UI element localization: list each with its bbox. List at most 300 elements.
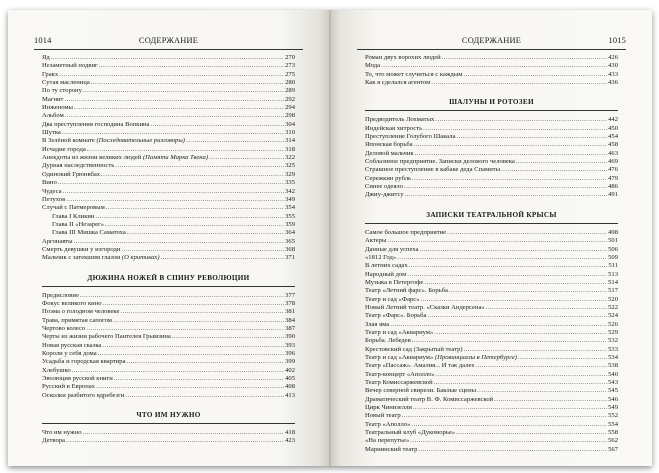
toc-entry (42, 96, 295, 104)
dot-leader (436, 371, 607, 379)
dot-leader (423, 125, 607, 133)
toc-entry-title: Актеры (365, 237, 387, 245)
toc-entry-page: 378 (285, 299, 295, 307)
dot-leader (102, 342, 284, 350)
toc-entry-page: 529 (608, 328, 618, 336)
toc-entry-page: 355 (285, 212, 295, 220)
dot-leader (475, 362, 607, 370)
toc-entry (365, 166, 618, 174)
toc-entry-page: 342 (285, 187, 295, 195)
toc-entry (365, 62, 618, 70)
toc-entry-title: Аргонавты (42, 237, 73, 245)
dot-leader (494, 396, 607, 404)
dot-leader (80, 292, 284, 300)
toc-entry (42, 308, 295, 316)
dot-leader (86, 325, 284, 333)
toc-entry-page: 396 (285, 350, 295, 357)
dot-leader (98, 350, 284, 358)
toc-entry (42, 367, 295, 375)
toc-entry-page: 322 (285, 154, 295, 162)
toc-entry (42, 221, 295, 229)
toc-entry-page: 511 (608, 262, 618, 270)
toc-entry-page: 486 (608, 183, 618, 191)
dot-leader (442, 54, 607, 62)
toc-entry (365, 158, 618, 166)
toc-entry (42, 238, 295, 246)
toc-entry-title: Незаметный подвиг (42, 62, 98, 70)
toc-entry-page: 399 (285, 358, 295, 366)
toc-entry (365, 346, 618, 354)
toc-entry-title: Народный дом (365, 270, 407, 278)
dot-leader (390, 321, 607, 329)
toc-entry-title: Альбом (42, 112, 64, 120)
dot-leader (413, 404, 607, 412)
dot-leader (414, 141, 607, 149)
toc-entry (42, 213, 295, 221)
toc-entry-title: Яд (42, 54, 50, 61)
toc-entry (365, 191, 618, 199)
toc-entry (42, 292, 295, 300)
toc-entry-page: 514 (608, 278, 618, 286)
dot-leader (186, 137, 284, 145)
toc-body (42, 54, 295, 446)
toc-entry-page: 430 (608, 62, 618, 70)
dot-leader (172, 333, 284, 341)
toc-entry-page: 522 (608, 303, 618, 311)
toc-entry-page: 498 (608, 228, 618, 236)
dot-leader (66, 196, 284, 204)
dot-leader (407, 271, 607, 279)
toc-entry-title: Русский в Европах (42, 383, 95, 391)
dot-leader (72, 367, 284, 375)
dot-leader (421, 296, 608, 304)
dot-leader (411, 421, 607, 429)
dot-leader (83, 429, 285, 437)
toc-entry-title: Преступление Голубого Шакала (365, 133, 456, 141)
toc-entry-title: Деловой мальчик (365, 149, 414, 157)
dot-leader (114, 375, 284, 383)
toc-entry-page: 520 (608, 295, 618, 303)
toc-entry-page: 275 (285, 70, 295, 78)
toc-entry (365, 429, 618, 437)
toc-entry-page: 335 (285, 179, 295, 187)
dot-leader (486, 304, 607, 312)
dot-leader (63, 188, 285, 196)
toc-entry (42, 87, 295, 95)
toc-entry-title: Театральный клуб «Дукоморье» (365, 429, 456, 437)
dot-leader (113, 317, 284, 325)
toc-entry-title: Крестовский сад (Закрытый театр) (365, 345, 463, 353)
toc-entry (42, 246, 295, 254)
page-number: 1015 (608, 36, 626, 45)
toc-entry (42, 358, 295, 366)
toc-entry (365, 412, 618, 420)
toc-entry-page: 368 (285, 245, 295, 253)
dot-leader (424, 279, 607, 287)
toc-entry-title: То, что может случиться с каждым (365, 70, 463, 78)
toc-entry (42, 229, 295, 237)
toc-entry-subtitle: (О критиках) (121, 254, 160, 262)
toc-entry-page: 289 (285, 87, 295, 95)
toc-entry-title: Глава I Кликин (52, 212, 95, 220)
dot-leader (83, 87, 284, 95)
toc-entry (42, 188, 295, 196)
toc-entry (365, 304, 618, 312)
toc-entry-page: 513 (608, 270, 618, 278)
toc-entry-page: 554 (608, 420, 618, 428)
dot-leader (150, 121, 284, 129)
toc-entry-title: Чертово колесо (42, 324, 86, 332)
toc-entry-title: Магнит (42, 95, 64, 103)
dot-leader (397, 254, 607, 262)
toc-entry-page: 349 (285, 195, 295, 203)
toc-entry-page: 314 (285, 137, 295, 145)
toc-entry-title: Страшное преступление в кабаке деда Спамиты (365, 166, 501, 174)
toc-entry (42, 146, 295, 154)
toc-entry-page: 298 (285, 112, 295, 120)
toc-group (365, 116, 618, 199)
toc-entry (365, 229, 618, 237)
toc-entry-title: Инженомы (42, 104, 73, 112)
dot-leader (381, 62, 607, 70)
toc-entry (365, 296, 618, 304)
dot-leader (101, 171, 284, 179)
dot-leader (87, 146, 284, 154)
toc-entry-page: 433 (608, 70, 618, 78)
toc-entry (42, 196, 295, 204)
toc-entry (42, 129, 295, 137)
toc-entry-title: Смерть девушки у изгороди (42, 245, 121, 253)
left-page (8, 10, 329, 466)
dot-leader (418, 446, 607, 454)
dot-leader (74, 104, 284, 112)
dot-leader (161, 254, 285, 262)
toc-entry-page: 469 (608, 158, 618, 166)
toc-entry-title: Новый театр (365, 412, 401, 420)
toc-entry-page: 270 (285, 54, 295, 61)
toc-entry-page: 506 (608, 245, 618, 253)
dot-leader (434, 329, 607, 337)
dot-leader (409, 262, 608, 270)
toc-entry (42, 300, 295, 308)
toc-entry-page: 526 (608, 320, 618, 328)
toc-entry-title: Эволюция русской книги (42, 375, 113, 383)
toc-entry-page: 567 (608, 445, 618, 453)
toc-entry (365, 387, 618, 395)
toc-entry (42, 112, 295, 120)
running-head (357, 36, 626, 48)
toc-entry-title: Усадьба и городская квартира (42, 358, 126, 366)
toc-entry (42, 171, 295, 179)
toc-entry-title: Театр «Летний фарс». Борьба (365, 287, 448, 295)
toc-entry-title: Два преступления господина Вопкина (42, 120, 150, 128)
toc-entry (42, 325, 295, 333)
toc-entry (42, 204, 295, 212)
toc-entry-title: Театр и сад «Аквариум» (365, 353, 434, 361)
dot-leader (103, 300, 285, 308)
toc-entry-title: Вино (42, 179, 57, 187)
toc-entry-page: 533 (608, 345, 618, 353)
toc-entry-page: 310 (285, 129, 295, 137)
toc-entry (365, 371, 618, 379)
toc-entry-page: 354 (285, 204, 295, 212)
toc-entry-title: Хлебушко (42, 366, 71, 374)
dot-leader (434, 379, 607, 387)
toc-entry-title: Соблазнное предприятие. Записки делового человека (365, 158, 515, 166)
toc-entry-title: Что им нужно (42, 429, 82, 437)
toc-entry-title: Мода (365, 62, 381, 70)
toc-entry-title: Осколки разбитого вдребезги (42, 391, 125, 399)
dot-leader (431, 79, 607, 87)
dot-leader (457, 133, 608, 141)
toc-entry-page: 546 (608, 395, 618, 403)
toc-entry-title: По ту сторону (42, 87, 82, 95)
toc-entry (365, 71, 618, 79)
section-heading: ДЮЖИНА НОЖЕЙ В СПИНУ РЕВОЛЮЦИИ (42, 271, 295, 287)
dot-leader (121, 246, 284, 254)
toc-entry-subtitle: (Последовательные разговоры) (96, 137, 185, 145)
toc-entry (42, 437, 295, 445)
toc-entry-title: Театр «Пассаж». Амалия... И так далее (365, 362, 475, 370)
toc-entry-page: 436 (608, 79, 618, 87)
toc-entry-page: 371 (285, 254, 295, 262)
toc-entry-title: Индейская хитрость (365, 124, 423, 132)
toc-entry (365, 54, 618, 62)
toc-entry (365, 125, 618, 133)
right-page (331, 10, 652, 466)
toc-entry (42, 179, 295, 187)
dot-leader (127, 358, 285, 366)
toc-entry-title: Театр Комиссаржевской (365, 379, 433, 386)
dot-leader (463, 71, 607, 79)
dot-leader (402, 412, 607, 420)
toc-entry (365, 396, 618, 404)
toc-entry (42, 162, 295, 170)
toc-entry-title: Цирк Чинизелли (365, 404, 412, 412)
running-head (34, 36, 303, 48)
dot-leader (58, 179, 284, 187)
dot-leader (415, 150, 608, 158)
toc-entry (365, 183, 618, 191)
toc-entry-title: Трава, примятая сапогом (42, 316, 112, 324)
dot-leader (449, 287, 607, 295)
toc-entry (365, 287, 618, 295)
toc-entry-page: 292 (285, 95, 295, 103)
toc-entry (42, 137, 295, 145)
toc-entry (42, 392, 295, 400)
dot-leader (209, 154, 284, 162)
toc-entry (42, 62, 295, 70)
toc-entry-page: 534 (608, 353, 618, 361)
toc-entry-title: Данные для успеха (365, 245, 419, 253)
toc-entry-page: 538 (608, 362, 618, 370)
toc-entry-title: Мариинский театр (365, 445, 418, 453)
toc-entry (365, 337, 618, 345)
toc-entry (365, 150, 618, 158)
dot-leader (464, 346, 608, 354)
toc-entry (42, 121, 295, 129)
toc-entry-page: 532 (608, 337, 618, 345)
toc-entry-page: 491 (608, 191, 618, 199)
toc-entry-title: Детвора (42, 437, 65, 445)
toc-entry (42, 54, 295, 62)
toc-entry-page: 501 (608, 237, 618, 245)
toc-entry-page: 558 (608, 429, 618, 437)
toc-entry-title: Злая яма (365, 320, 390, 328)
toc-entry-title: Дурная наследственность (42, 162, 115, 170)
toc-entry-page: 408 (285, 383, 295, 391)
toc-entry-title: Одинокий Грюнвбах (42, 170, 101, 178)
section-heading: ШАЛУНЫ И РОТОЗЕИ (365, 95, 618, 111)
toc-entry-title: Театр «Фарс». Борьба (365, 312, 427, 320)
toc-entry (365, 141, 618, 149)
toc-entry-title: Драматический театр В. Ф. Комиссаржевской (365, 395, 494, 403)
toc-entry-page: 517 (608, 287, 618, 295)
toc-entry (365, 404, 618, 412)
toc-entry-page: 418 (285, 429, 295, 437)
toc-entry-title: Музыка в Петергофе (365, 278, 424, 286)
toc-entry-page: 426 (608, 54, 618, 61)
toc-entry-page: 387 (285, 324, 295, 332)
toc-entry-page: 509 (608, 253, 618, 261)
header-rule (357, 49, 626, 50)
dot-leader (106, 204, 284, 212)
toc-entry-title: Анекдоты из жизни великих людей (42, 154, 142, 162)
dot-leader (412, 337, 607, 345)
toc-group (42, 54, 295, 263)
toc-entry-page: 540 (608, 370, 618, 378)
dot-leader (120, 308, 284, 316)
toc-entry (365, 262, 618, 270)
toc-entry (365, 321, 618, 329)
toc-entry (365, 354, 618, 362)
dot-leader (65, 112, 284, 120)
toc-entry-page: 365 (285, 237, 295, 245)
toc-entry-title: Синее одеяло (365, 183, 403, 191)
toc-entry (365, 254, 618, 262)
dot-leader (412, 175, 607, 183)
toc-entry-title: Поэма о голодном человеке (42, 308, 120, 316)
toc-entry-page: 545 (608, 387, 618, 395)
toc-entry-subtitle: (Провинциалы в Петербурге) (434, 353, 517, 361)
toc-entry (42, 350, 295, 358)
toc-entry-title: Исчадие города (42, 145, 86, 153)
toc-entry-title: Предисловие (42, 291, 79, 299)
toc-entry-page: 304 (285, 120, 295, 128)
dot-leader (427, 312, 607, 320)
toc-entry-page: 423 (285, 437, 295, 445)
toc-entry-title: В летних садах (365, 262, 408, 270)
toc-entry (365, 312, 618, 320)
dot-leader (66, 437, 284, 445)
toc-entry (365, 446, 618, 454)
toc-entry (365, 421, 618, 429)
toc-entry (365, 175, 618, 183)
dot-leader (125, 392, 284, 400)
toc-entry-title: Борьба. Лебедев (365, 337, 411, 345)
toc-entry (365, 379, 618, 387)
toc-entry-page: 381 (285, 308, 295, 316)
toc-entry-title: В Зелёной комнате (42, 137, 95, 145)
toc-entry-title: Мальчик с затекшим глазом (42, 254, 121, 262)
toc-entry (42, 342, 295, 350)
toc-entry-page: 543 (608, 379, 618, 386)
toc-entry-title: Фокус великого кино (42, 299, 102, 307)
toc-entry (42, 104, 295, 112)
toc-entry-title: Глава III Мишка Саматоха (52, 229, 126, 237)
toc-entry-title: Черты из жизни рабочего Пантелея Грымзина (42, 333, 171, 341)
toc-entry (42, 154, 295, 162)
toc-entry (365, 271, 618, 279)
toc-entry-page: 325 (285, 162, 295, 170)
toc-entry-title: Театр и сад «Фарс» (365, 295, 420, 303)
dot-leader (420, 246, 608, 254)
toc-entry-page: 280 (285, 79, 295, 87)
toc-entry-page: 450 (608, 124, 618, 132)
toc-entry-title: Предводитель Лохматых (365, 116, 435, 124)
toc-entry (42, 71, 295, 79)
toc-entry-title: Глава II «Незарег» (52, 220, 104, 228)
dot-leader (59, 71, 284, 79)
toc-entry-title: Роман двух ворохих людей (365, 54, 441, 61)
toc-entry (365, 246, 618, 254)
toc-entry-title: Гракх (42, 70, 59, 78)
toc-entry-page: 364 (285, 229, 295, 237)
toc-group (42, 429, 295, 446)
dot-leader (501, 166, 607, 174)
toc-group (365, 229, 618, 454)
toc-entry-page: 458 (608, 141, 618, 149)
toc-entry-title: Вечер северной свирели. Баклые сцены (365, 387, 477, 395)
toc-entry-page: 562 (608, 437, 618, 445)
toc-entry-title: Чудеса (42, 187, 62, 195)
toc-entry-title: Театр и сад «Аквариум» (365, 328, 434, 336)
toc-entry-page: 552 (608, 412, 618, 420)
dot-leader (91, 79, 284, 87)
book-spread (8, 10, 652, 466)
dot-leader (127, 229, 284, 237)
dot-leader (96, 383, 284, 391)
toc-entry-page: 413 (285, 391, 295, 399)
toc-entry (365, 116, 618, 124)
toc-group (365, 54, 618, 87)
dot-leader (387, 237, 607, 245)
toc-entry (365, 329, 618, 337)
header-rule (34, 49, 303, 50)
toc-entry-page: 405 (285, 375, 295, 383)
dot-leader (51, 54, 284, 62)
toc-entry-page: 377 (285, 291, 295, 299)
section-heading: ЗАПИСКИ ТЕАТРАЛЬНОЙ КРЫСЫ (365, 208, 618, 224)
toc-entry-page: 463 (608, 149, 618, 157)
dot-leader (105, 221, 284, 229)
running-title: СОДЕРЖАНИЕ (461, 36, 522, 45)
toc-entry-page: 359 (285, 220, 295, 228)
toc-entry-page: 294 (285, 104, 295, 112)
toc-entry-title: Случай с Патмеровым (42, 204, 105, 212)
toc-entry (365, 279, 618, 287)
toc-entry-title: Шутка (42, 129, 61, 137)
dot-leader (115, 162, 284, 170)
toc-entry (42, 375, 295, 383)
toc-entry-title: Самое большое предприятие (365, 228, 447, 236)
toc-entry-title: Японская борьба (365, 141, 413, 149)
toc-entry-title: Джиу-джитсу (365, 191, 404, 199)
toc-entry-title: «1812 Год» (365, 253, 397, 261)
toc-entry-page: 454 (608, 133, 618, 141)
toc-entry-page: 273 (285, 62, 295, 70)
toc-entry (365, 362, 618, 370)
